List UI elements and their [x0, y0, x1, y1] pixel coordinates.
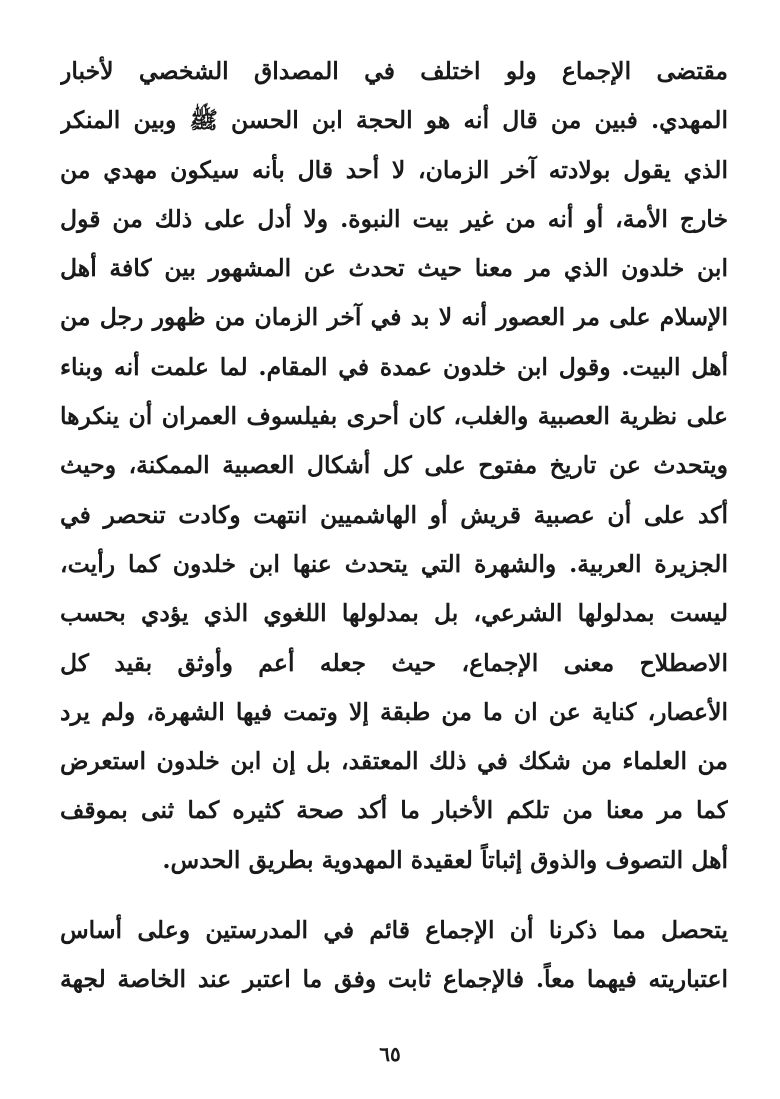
text-line: على نظرية العصبية والغلب، كان أحرى بفيلسوف العمران أن ينكرها [60, 402, 728, 431]
text-line: يتحصل مما ذكرنا أن الإجماع قائم في المدرستين وعلى أساس [60, 916, 728, 944]
text-line: الجزيرة العربية. والشهرة التي يتحدث عنها ابن خلدون كما رأيت، [60, 549, 728, 578]
text-line: أهل البيت. وقول ابن خلدون عمدة في المقام. لما علمت أنه وبناء [60, 352, 728, 381]
text-line: ويتحدث عن تاريخ مفتوح على كل أشكال العصبية الممكنة، وحيث [60, 451, 728, 480]
text-line: اعتباريته فيهما معاً. فالإجماع ثابت وفق ما اعتبر عند الخاصة لجهة [60, 965, 728, 994]
page-number: ٦٥ [379, 1042, 401, 1066]
text-line: الاصطلاح معنى الإجماع، حيث جعله أعم وأوثق بقيد كل [60, 648, 728, 677]
text-line: الأعصار، كناية عن ان ما من طبقة إلا وتمت فيها الشهرة، ولم يرد [60, 697, 728, 726]
text-line: مقتضى الإجماع ولو اختلف في المصداق الشخصي لأخبار [60, 57, 728, 85]
paragraph-2 [60, 906, 728, 1005]
text-line: من العلماء من شكك في ذلك المعتقد، بل إن ابن خلدون استعرض [60, 747, 728, 776]
text-line: الذي يقول بولادته آخر الزمان، لا أحد قال بأنه سيكون مهدي من [60, 155, 728, 184]
text-line: ابن خلدون الذي مر معنا حيث تحدث عن المشهور بين كافة أهل [60, 254, 728, 283]
text-line: أهل التصوف والذوق إثباتاً لعقيدة المهدوية بطريق الحدس. [162, 845, 728, 874]
paragraph-1 [60, 47, 728, 885]
text-line: الإسلام على مر العصور أنه لا بد في آخر الزمان من ظهور رجل من [60, 303, 728, 332]
text-line: أكد على أن عصبية قريش أو الهاشميين انتهت وكادت تنحصر في [60, 500, 728, 529]
text-line: خارج الأمة، أو أنه من غير بيت النبوة. ولا أدل على ذلك من قول [60, 204, 728, 233]
text-line: ليست بمدلولها الشرعي، بل بمدلولها اللغوي الذي يؤدي بحسب [60, 599, 728, 628]
text-line: كما مر معنا من تلكم الأخبار ما أكد صحة كثيره كما ثنى بموقف [60, 796, 728, 825]
text-line: المهدي. فبين من قال أنه هو الحجة ابن الحسن ﷺ وبين المنكر [60, 106, 728, 135]
